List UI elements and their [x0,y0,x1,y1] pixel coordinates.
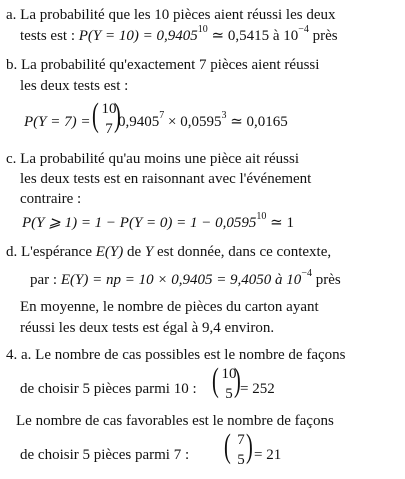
right-paren: ) [114,97,121,134]
part-c-line3: contraire : [20,191,82,207]
right-paren: ) [246,428,253,465]
left-paren: ( [212,362,219,399]
part-b-line1: b. La probabilité qu'exactement 7 pièces aient réussi [6,57,320,73]
part-a-formula: P(Y = 10) = 0,9405 [78,28,198,44]
right-paren: ) [234,362,241,399]
left-paren: ( [92,97,99,134]
part-a-line2 [20,24,338,45]
part-a-exponent: 10 [197,24,208,35]
part-b-formula-lhs [24,113,91,131]
part-b-exp1: 7 [159,110,165,121]
part-a-line1: a. La probabilité que les 10 pièces aient réussi les deux [6,7,336,23]
part-b-line2: les deux tests est : [20,78,129,94]
binom-bottom: 7 [105,121,113,137]
q4-line3: Le nombre de cas favorables est le nombre de façons [16,413,334,429]
part-d-prefix: d. L'espérance [6,244,96,260]
part-a-text: tests est : [20,28,79,44]
part-d-line3: En moyenne, le nombre de pièces du carton ayant [20,299,319,315]
binom-top: 10 [221,366,237,382]
part-c-line2: les deux tests est en raisonnant avec l'événement [20,171,312,187]
binom-bottom: 5 [225,386,233,402]
part-d-pres: près [311,272,341,288]
part-d-exp: −4 [301,268,312,279]
binom-top: 7 [237,432,245,448]
part-b-exp2: 3 [221,110,227,121]
part-d-de: de [123,244,145,260]
binom-bottom: 5 [237,452,245,468]
part-d-line2 [30,268,341,289]
q4-line2: de choisir 5 pièces parmi 10 : [20,381,197,397]
part-d-end: est donnée, dans ce contexte, [153,244,332,260]
left-paren: ( [224,428,231,465]
part-a-approx: ≃ 0,5415 à 10 [207,28,299,44]
q4-result2: = 21 [254,447,282,463]
q4-line4: de choisir 5 pièces parmi 7 : [20,447,190,463]
part-a-exponent2: −4 [298,24,309,35]
part-c-expr: P(Y ⩾ 1) = 1 − P(Y = 0) = 1 − 0,0595 [22,215,257,231]
part-c-result: ≃ 1 [266,215,294,231]
part-b-formula-rhs [118,110,288,131]
part-c-formula [22,211,294,232]
part-d-par: par : [30,272,61,288]
part-b-value2: × 0,0595 [164,114,222,130]
part-b-value: 0,9405 [118,114,160,130]
part-b-lhs: P(Y = 7) = [24,114,91,130]
binom-top: 10 [101,101,117,117]
part-d-ey: E(Y) [95,244,124,260]
part-c-exp: 10 [256,211,267,222]
part-d-y: Y [144,244,154,260]
part-d-formula: E(Y) = np = 10 × 0,9405 = 9,4050 à 10 [60,272,302,288]
part-c-line1: c. La probabilité qu'au moins une pièce ait réussi [6,151,300,167]
part-d-line1 [6,243,331,261]
q4-line1: 4. a. Le nombre de cas possibles est le nombre de façons [6,347,346,363]
part-a-end: près [308,28,338,44]
q4-result1: = 252 [240,381,275,397]
part-b-result: ≃ 0,0165 [226,114,288,130]
part-d-line4: réussi les deux tests est égal à 9,4 environ. [20,320,275,336]
